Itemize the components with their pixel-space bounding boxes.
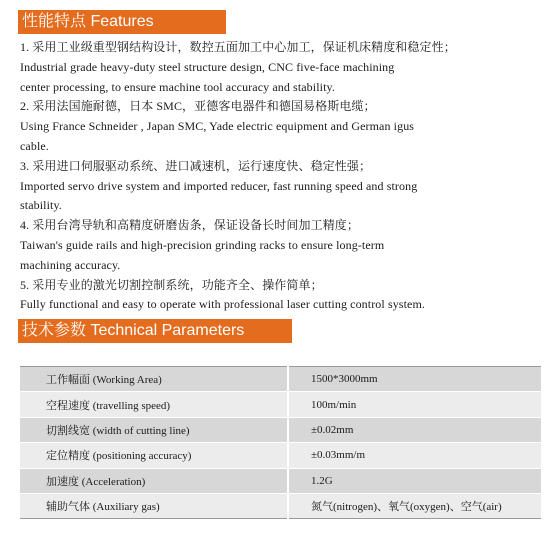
feature-line: machining accuracy.: [20, 257, 121, 272]
feature-line: Using France Schneider , Japan SMC, Yade electric equipment and German igus: [20, 119, 415, 134]
feature-line: Taiwan's guide rails and high-precision grinding racks to ensure long-term: [20, 237, 385, 252]
param-label: 加速度 (Acceleration): [20, 468, 288, 493]
param-value: 1500*3000mm: [288, 367, 541, 392]
features-section-header: 性能特点 Features: [18, 10, 226, 34]
feature-line: 4. 采用台湾导轨和高精度研磨齿条，保证设备长时间加工精度；: [20, 218, 360, 233]
param-value: ±0.03mm/m: [288, 443, 541, 468]
param-label: 空程速度 (travelling speed): [20, 392, 288, 417]
feature-line: 3. 采用进口伺服驱动系统、进口减速机，运行速度快、稳定性强；: [20, 158, 372, 173]
table-row: [20, 443, 541, 468]
table-row: [20, 367, 541, 392]
param-value: ±0.02mm: [288, 417, 541, 442]
table-row: [20, 468, 541, 493]
param-label: 定位精度 (positioning accuracy): [20, 443, 288, 468]
table-row: [20, 417, 541, 442]
feature-line: center processing, to ensure machine tool accuracy and stability.: [20, 79, 335, 94]
param-value: 1.2G: [288, 468, 541, 493]
param-label: 辅助气体 (Auxiliary gas): [20, 493, 288, 518]
features-list: [20, 38, 550, 315]
feature-line: 1. 采用工业级重型钢结构设计，数控五面加工中心加工，保证机床精度和稳定性；: [20, 40, 456, 54]
table-row: [20, 493, 541, 518]
parameters-table: [20, 366, 541, 519]
table-row: [20, 392, 541, 417]
feature-line: cable.: [20, 138, 49, 153]
param-label: 工作幅面 (Working Area): [20, 367, 288, 392]
feature-line: Fully functional and easy to operate with professional laser cutting control system.: [20, 297, 425, 312]
param-value: 100m/min: [288, 392, 541, 417]
feature-line: Industrial grade heavy-duty steel structure design, CNC five-face machining: [20, 59, 395, 74]
feature-line: stability.: [20, 198, 62, 213]
feature-line: 2. 采用法国施耐德，日本 SMC，亚德客电器件和德国易格斯电缆；: [20, 99, 376, 114]
param-label: 切割线宽 (width of cutting line): [20, 417, 288, 442]
feature-line: 5. 采用专业的激光切割控制系统，功能齐全、操作简单；: [20, 277, 323, 292]
feature-line: Imported servo drive system and imported reducer, fast running speed and strong: [20, 178, 418, 193]
param-value: 氮气(nitrogen)、氧气(oxygen)、空气(air): [288, 493, 541, 518]
parameters-section-header: 技术参数 Technical Parameters: [18, 319, 292, 343]
